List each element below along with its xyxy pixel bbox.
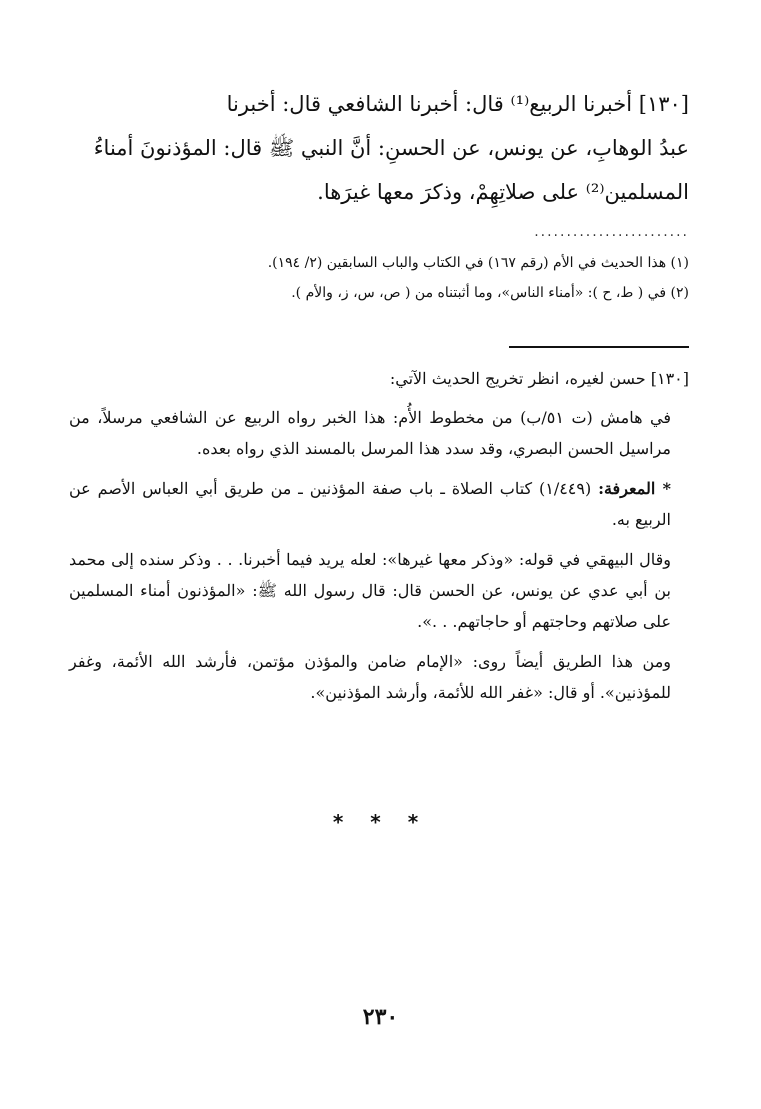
commentary-paragraph-3: وقال البيهقي في قوله: «وذكر معها غيرها»: لعله يريد فيما أخبرنا. . . وذكر سنده إلى محمد بن أبي عدي عن يونس، عن الحسن قال: قال رسول الله ﷺ: «المؤذنون أمناء المسلمين على صلاتهم وحاجتهم أو حاجاتهم. . .». [69, 550, 671, 631]
page-number: ٢٣٠ [362, 1004, 399, 1030]
commentary-paragraph-4: ومن هذا الطريق أيضاً روى: «الإمام ضامن والمؤذن مؤتمن، فأرشد الله الأئمة، وغفر للمؤذنين». أو قال: «غفر الله للأئمة، وأرشد المؤذنين». [69, 652, 671, 702]
footnote-2: (٢) في ( ط، ح ): «أمناء الناس»، وما أثبتناه من ( ص، س، ز، والأم ). [291, 285, 689, 301]
hadith-line-2: عبدُ الوهابِ، عن يونس، عن الحسنِ: أنَّ النبي ﷺ قال: المؤذنونَ أمناءُ [93, 136, 689, 160]
footnote-1: (١) هذا الحديث في الأم (رقم ١٦٧) في الكتاب والباب السابقين (٢/ ١٩٤). [267, 255, 689, 271]
source-label: * المعرفة: [598, 479, 671, 498]
hadith-text [69, 82, 689, 214]
section-divider [509, 346, 689, 348]
section-end-marker: * * * [332, 810, 429, 834]
commentary-paragraph-1: في هامش (ت ٥١/ب) من مخطوط الأُم: هذا الخبر رواه الربيع عن الشافعي مرسلاً، من مراسيل الحسن البصري، وقد سدد هذا المرسل بالمسند الذي رواه بعده. [69, 408, 671, 458]
source-text: (١/٤٤٩) كتاب الصلاة ـ باب صفة المؤذنين ـ من طريق أبي العباس الأصم عن الربيع به. [69, 479, 671, 529]
hadith-line-3: المسلمين⁽²⁾ على صلاتِهِمْ، وذكرَ معها غيرَها. [317, 180, 689, 204]
footnotes [69, 248, 689, 308]
commentary-heading: [١٣٠] حسن لغيره، انظر تخريج الحديث الآتي: [389, 369, 689, 388]
commentary-paragraph-2 [69, 473, 689, 535]
hadith-line-1: [١٣٠] أخبرنا الربيع⁽¹⁾ قال: أخبرنا الشافعي قال: أخبرنا [226, 92, 689, 116]
footnote-separator: ........................ [534, 224, 689, 240]
commentary [69, 363, 689, 717]
